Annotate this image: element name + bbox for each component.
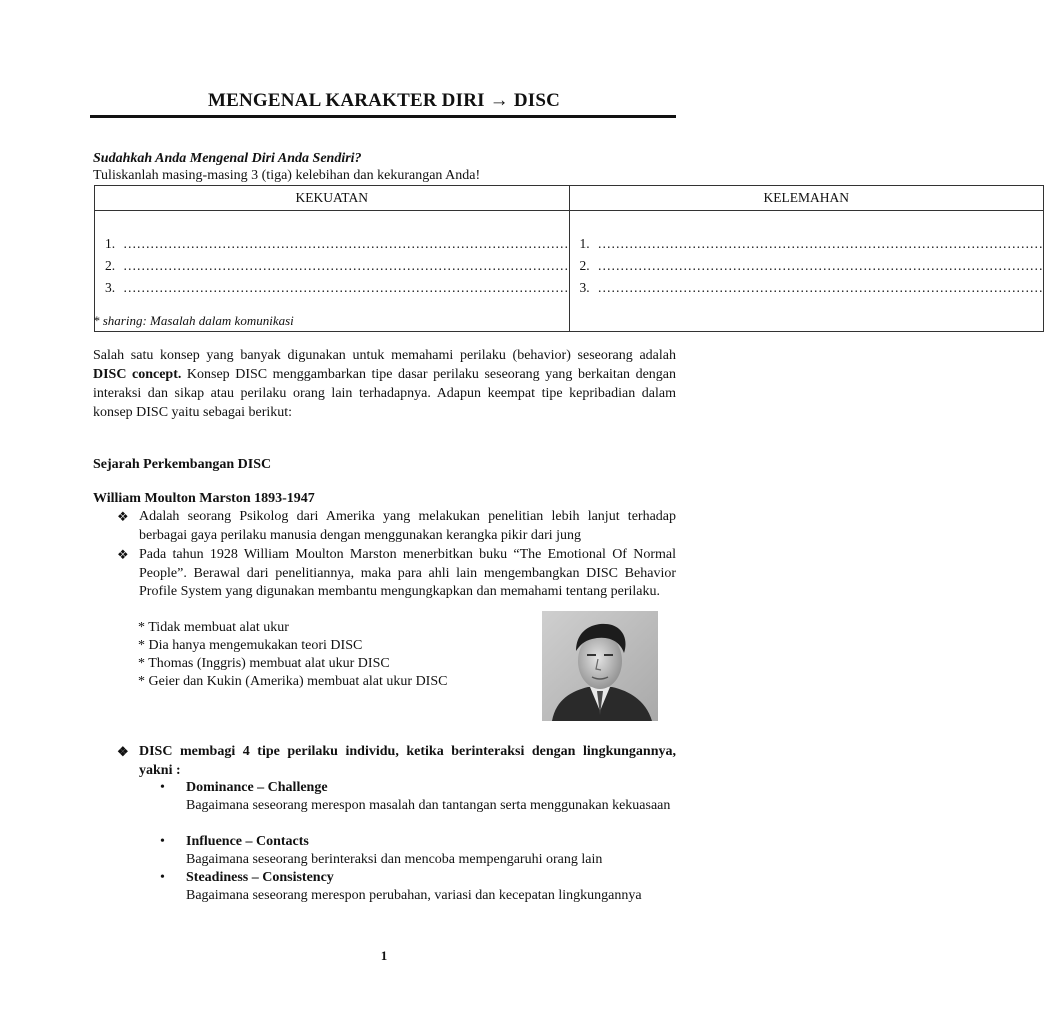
- weakness-row[interactable]: 1. ………………………………………………………………………………………: [579, 236, 1043, 251]
- intro-paragraph: Salah satu konsep yang banyak digunakan untuk memahami perilaku (behavior) seseorang adalah DISC concept. Konsep DISC menggambarkan tipe dasar perilaku seseorang yang berkaitan dengan interaksi dan sikap atau perilaku orang lain terhadapnya. Adapun keempat tipe kepribadian dalam konsep DISC yaitu sebagai berikut:: [93, 348, 676, 420]
- disc-concept-emphasis: DISC concept.: [93, 367, 182, 382]
- diamond-bullet-icon: ❖: [117, 744, 129, 759]
- history-heading: Sejarah Perkembangan DISC: [93, 457, 272, 472]
- exercise-instruction: Tuliskanlah masing-masing 3 (tiga) kelebihan dan kekurangan Anda!: [93, 168, 481, 183]
- person-heading: William Moulton Marston 1893-1947: [93, 491, 315, 506]
- disc-type-name: Steadiness – Consistency: [186, 870, 334, 885]
- list-item: * Tidak membuat alat ukur: [138, 620, 289, 635]
- strengths-weaknesses-table: [94, 185, 1044, 332]
- disc-type-item: [160, 779, 676, 815]
- history-notes: [138, 619, 447, 691]
- column-header-weaknesses: KELEMAHAN: [569, 186, 1044, 211]
- list-item: * Thomas (Inggris) membuat alat ukur DISC: [138, 656, 390, 671]
- disc-type-desc: Bagaimana seseorang merespon perubahan, variasi dan kecepatan lingkungannya: [186, 888, 642, 903]
- weakness-row[interactable]: 2. ………………………………………………………………………………………: [579, 258, 1043, 273]
- sharing-note: * sharing: Masalah dalam komunikasi: [93, 313, 294, 328]
- list-item: * Geier dan Kukin (Amerika) membuat alat ukur DISC: [138, 674, 448, 689]
- diamond-bullet-icon: ❖: [117, 547, 129, 562]
- exercise-question: Sudahkah Anda Mengenal Diri Anda Sendiri?: [93, 151, 362, 166]
- page-title: MENGENAL KARAKTER DIRI → DISC: [207, 90, 561, 111]
- bullet-dot-icon: •: [160, 780, 165, 795]
- list-item: * Dia hanya mengemukakan teori DISC: [138, 638, 363, 653]
- disc-type-desc: Bagaimana seseorang berinteraksi dan mencoba mempengaruhi orang lain: [186, 852, 603, 867]
- history-bullet: ❖ Pada tahun 1928 William Moulton Marston menerbitkan buku “The Emotional Of Normal People”. Berawal dari penelitiannya, maka para ahli lain mengembangkan DISC Behavior Profile System yang digunakan membantu mengungkapkan dan memahami tentang perilaku.: [117, 547, 676, 599]
- strength-row[interactable]: 3. ………………………………………………………………………………………: [105, 280, 569, 295]
- disc-type-item: [160, 869, 676, 905]
- diamond-bullet-icon: ❖: [117, 509, 129, 524]
- disc-type-name: Dominance – Challenge: [186, 780, 328, 795]
- weaknesses-cell: [569, 211, 1044, 332]
- disc-type-item: [160, 833, 676, 869]
- bullet-dot-icon: •: [160, 870, 165, 885]
- strength-row[interactable]: 2. ………………………………………………………………………………………: [105, 258, 569, 273]
- weakness-row[interactable]: 3. ………………………………………………………………………………………: [579, 280, 1043, 295]
- strength-row[interactable]: 1. ………………………………………………………………………………………: [105, 236, 569, 251]
- disc-intro-bullet: ❖ DISC membagi 4 tipe perilaku individu, ketika berinteraksi dengan lingkungannya, yakni :: [117, 744, 676, 778]
- column-header-strengths: KEKUATAN: [95, 186, 570, 211]
- disc-type-name: Influence – Contacts: [186, 834, 309, 849]
- history-bullet: ❖ Adalah seorang Psikolog dari Amerika yang melakukan penelitian lebih lanjut terhadap berbagai gaya perilaku manusia dengan menggunakan kerangka pikir dari jung: [117, 509, 676, 543]
- marston-portrait-photo: [542, 611, 658, 721]
- title-divider: [90, 115, 676, 118]
- page-number: 1: [380, 948, 388, 963]
- bullet-dot-icon: •: [160, 834, 165, 849]
- disc-type-desc: Bagaimana seseorang merespon masalah dan tantangan serta menggunakan kekuasaan: [186, 798, 671, 813]
